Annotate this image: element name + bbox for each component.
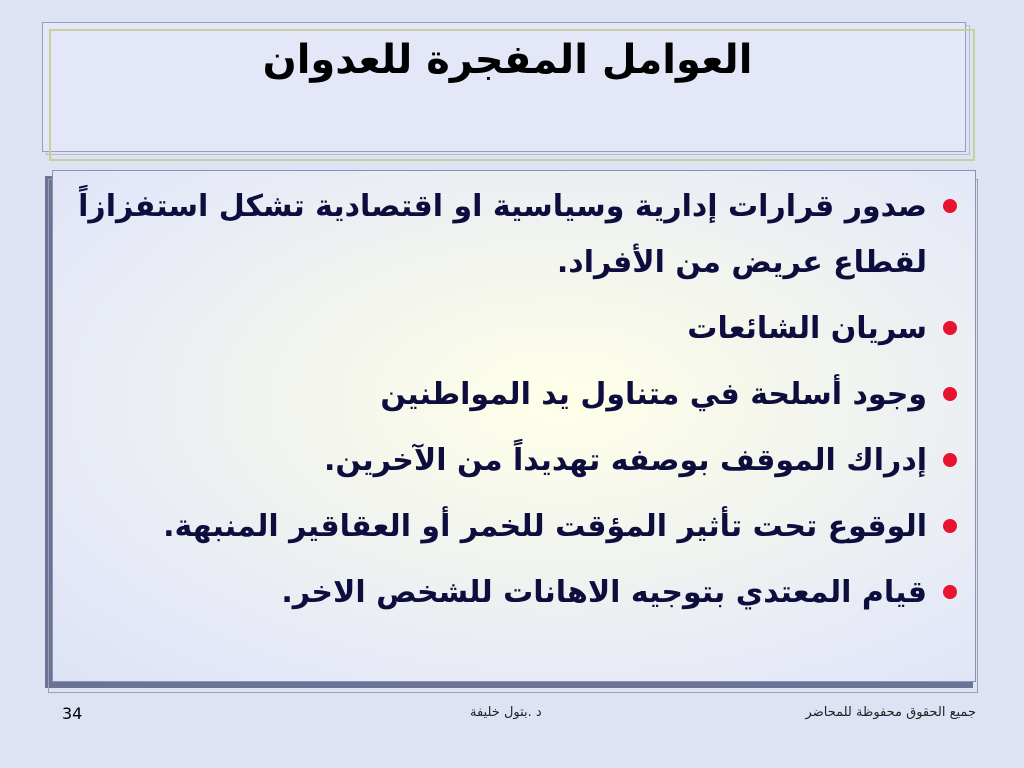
bullet-text: صدور قرارات إدارية وسياسية او اقتصادية تشكل استفزازاً لقطاع عريض من الأفراد. [78, 189, 927, 280]
bullet-dot-icon [943, 321, 957, 335]
footer-rights: جميع الحقوق محفوظة للمحاضر [805, 705, 976, 720]
bullet-item [61, 433, 961, 489]
bullet-text: إدراك الموقف بوصفه تهديداً من الآخرين. [323, 443, 927, 478]
bullet-dot-icon [943, 199, 957, 213]
bullet-dot-icon [943, 453, 957, 467]
bullet-text: وجود أسلحة في متناول يد المواطنين [380, 377, 927, 412]
bullet-text: قيام المعتدي بتوجيه الاهانات للشخص الاخر. [281, 575, 927, 610]
slide-title: العوامل المفجرة للعدوان [262, 37, 753, 83]
bullet-dot-icon [943, 519, 957, 533]
bullet-dot-icon [943, 387, 957, 401]
bullet-list [61, 179, 961, 631]
bullet-item [61, 179, 961, 291]
bullet-item [61, 499, 961, 555]
bullet-text: الوقوع تحت تأثير المؤقت للخمر أو العقاقير المنبهة. [163, 509, 927, 544]
bullet-text: سريان الشائعات [687, 311, 927, 346]
footer-author: د .بتول خليفة [470, 705, 542, 720]
bullet-dot-icon [943, 585, 957, 599]
content-box [52, 170, 976, 682]
bullet-item [61, 565, 961, 621]
bullet-item [61, 301, 961, 357]
bullet-item [61, 367, 961, 423]
page-number: 34 [62, 704, 83, 723]
